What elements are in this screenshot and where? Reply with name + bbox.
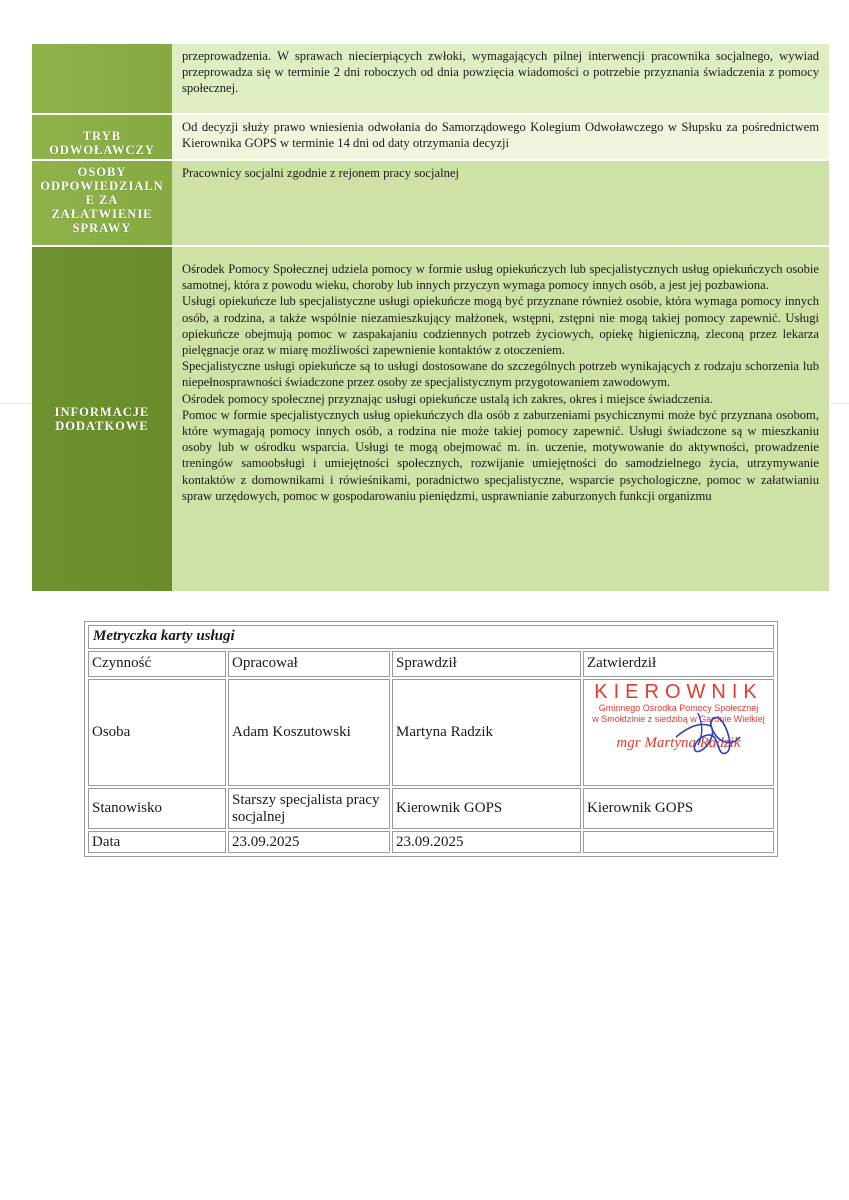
paragraph: Ośrodek Pomocy Społecznej udziela pomocy w formie usług opiekuńczych lub specjalistycznych usług opiekuńczych osobie samotnej, która z powodu wieku, choroby lub innych przyczyn wymaga pomocy innych osób, a jest jej pozbawiona. bbox=[182, 262, 819, 293]
stamp-line-1: Gminnego Ośrodka Pomocy Społecznej bbox=[598, 702, 759, 713]
section-text-appeal bbox=[172, 114, 829, 160]
row-label-data: Data bbox=[88, 831, 226, 853]
metryczka-caption-row bbox=[88, 625, 774, 649]
section-text-additional-info bbox=[172, 246, 829, 592]
paragraph: Od decyzji służy prawo wniesienia odwołania do Samorządowego Kolegium Odwoławczego w Słupsku za pośrednictwem Kierownika GOPS w terminie 14 dni od daty otrzymania decyzji bbox=[182, 120, 819, 151]
section-text-continuation bbox=[172, 44, 829, 114]
official-stamp bbox=[584, 681, 773, 787]
section-label-responsible: OSOBY ODPOWIEDZIALN E ZA ZAŁATWIENIE SPRAWY bbox=[32, 160, 172, 246]
header-opracowal: Opracował bbox=[228, 651, 390, 677]
metryczka-row-data bbox=[88, 831, 774, 853]
section-row-responsible bbox=[32, 160, 829, 246]
section-row-additional-info bbox=[32, 246, 829, 592]
section-label-empty bbox=[32, 44, 172, 114]
metryczka-row-stanowisko bbox=[88, 788, 774, 829]
paragraph: Usługi opiekuńcze lub specjalistyczne usługi opiekuńcze mogą być przyznane również osobie, która wymaga pomocy innych osób, a rodzina, a także wspólnie niezamieszkujący małżonek, wstępni, zstępni nie mogą takiej pomocy zapewnić. Usługi opiekuńcze obejmują pomoc w zaspakajaniu codziennych potrzeb życiowych, opiekę higieniczną, zleconą przez lekarza pielęgnacje oraz w miarę możliwości zapewnienie kontaktów z otoczeniem. bbox=[182, 294, 819, 358]
header-sprawdzil: Sprawdził bbox=[392, 651, 581, 677]
metryczka-header-row bbox=[88, 651, 774, 677]
header-zatwierdzil: Zatwierdził bbox=[583, 651, 774, 677]
section-row-appeal bbox=[32, 114, 829, 160]
paragraph: Specjalistyczne usługi opiekuńcze są to usługi dostosowane do szczególnych potrzeb wynikających z rodzaju schorzenia lub niepełnosprawności świadczone przez osoby ze specjalistycznym przygotowaniem zawodowym. bbox=[182, 359, 819, 390]
metryczka-caption: Metryczka karty usługi bbox=[88, 625, 774, 649]
osoba-opracowal: Adam Koszutowski bbox=[228, 679, 390, 787]
metryczka-table bbox=[86, 623, 776, 855]
stamp-name: mgr Martyna Radzik bbox=[616, 734, 741, 751]
stamp-line-2: w Smołdzinie z siedzibą w Gardnie Wielkiej bbox=[592, 713, 765, 724]
handwritten-signature bbox=[668, 707, 748, 771]
procedure-table bbox=[32, 44, 829, 593]
paragraph: Pomoc w formie specjalistycznych usług opiekuńczych dla osób z zaburzeniami psychicznymi może być przyznana osobom, które wymagają pomocy innych osób, a rodzina nie może takiej pomocy zapewnić. Usługi świadczone są w mieszkaniu osoby lub w ośrodku wsparcia. Usługi te mogą obejmować m. in. uczenie, motywowanie do aktywności, prowadzenie treningów samoobsługi i umiejętności społecznych, rozwijanie umiejętności do samodzielnego życia, utrzymywanie kontaktów z domownikami i rówieśnikami, poradnictwo specjalistyczne, wsparcie psychologiczne, pomoc w załatwianiu spraw urzędowych, pomoc w gospodarowaniu pieniędzmi, usprawnianie zaburzonych funkcji organizmu bbox=[182, 407, 819, 503]
header-czynnosc: Czynność bbox=[88, 651, 226, 677]
section-label-appeal: TRYB ODWOŁAWCZY bbox=[32, 114, 172, 160]
data-zatwierdzil bbox=[583, 831, 774, 853]
data-opracowal: 23.09.2025 bbox=[228, 831, 390, 853]
stanowisko-opracowal: Starszy specjalista pracy socjalnej bbox=[228, 788, 390, 829]
metryczka-box bbox=[84, 621, 778, 857]
paragraph: przeprowadzenia. W sprawach niecierpiących zwłoki, wymagających pilnej interwencji pracownika socjalnego, wywiad przeprowadza się w terminie 2 dni roboczych od dnia powzięcia wiadomości o potrzebie przyznania świadczenia z pomocy społecznej. bbox=[182, 49, 819, 96]
stanowisko-sprawdzil: Kierownik GOPS bbox=[392, 788, 581, 829]
stamp-title: KIEROWNIK bbox=[594, 680, 763, 703]
metryczka-row-osoba bbox=[88, 679, 774, 787]
osoba-zatwierdzil-stamp-cell bbox=[583, 679, 774, 787]
row-label-stanowisko: Stanowisko bbox=[88, 788, 226, 829]
row-label-osoba: Osoba bbox=[88, 679, 226, 787]
osoba-sprawdzil: Martyna Radzik bbox=[392, 679, 581, 787]
section-text-responsible bbox=[172, 160, 829, 246]
section-label-additional-info: INFORMACJE DODATKOWE bbox=[32, 246, 172, 592]
stanowisko-zatwierdzil: Kierownik GOPS bbox=[583, 788, 774, 829]
section-row-continuation bbox=[32, 44, 829, 114]
paragraph: Ośrodek pomocy społecznej przyznając usługi opiekuńcze ustalą ich zakres, okres i miejsce świadczenia. bbox=[182, 391, 713, 406]
data-sprawdzil: 23.09.2025 bbox=[392, 831, 581, 853]
paragraph: Pracownicy socjalni zgodnie z rejonem pracy socjalnej bbox=[182, 166, 459, 180]
